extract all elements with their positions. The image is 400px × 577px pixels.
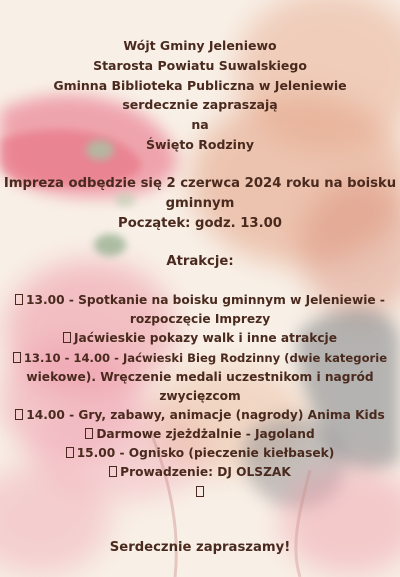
attraction-text: 13.10 - 14.00 - Jaćwieski Bieg Rodzinny (dwie kategorie — [23, 351, 388, 365]
attraction-text: Prowadzenie: DJ OLSZAK — [120, 465, 291, 479]
bullet-icon — [13, 352, 21, 363]
bullet-icon — [85, 428, 93, 439]
bullet-icon — [63, 332, 71, 343]
attraction-text: 15.00 - Ognisko (pieczenie kiełbasek) — [76, 446, 335, 460]
organizer-line-1: Wójt Gminy Jeleniewo — [123, 38, 277, 53]
invitation-line: serdecznie zapraszają — [122, 97, 278, 112]
attraction-item-4 — [0, 407, 400, 423]
attraction-item-5 — [0, 426, 400, 442]
attractions-heading: Atrakcje: — [166, 254, 234, 269]
event-date-line-1: Impreza odbędzie się 2 czerwca 2024 roku na boisku — [3, 176, 397, 191]
attraction-item-7 — [0, 464, 400, 480]
attraction-item-3-cont: wiekowe). Wręczenie medali uczestnikom i nagród — [26, 370, 374, 384]
bullet-icon — [15, 409, 23, 420]
attraction-text: 14.00 - Gry, zabawy, animacje (nagrody) Anima Kids — [26, 408, 385, 422]
attraction-item-1 — [0, 292, 400, 308]
event-start-time: Początek: godz. 13.00 — [118, 216, 282, 231]
invitation-na: na — [191, 117, 209, 132]
bullet-icon — [66, 447, 74, 458]
attraction-item-3 — [0, 350, 400, 366]
trailing-symbol — [0, 484, 400, 500]
attraction-item-1-cont: rozpoczęcie Imprezy — [129, 312, 271, 326]
event-date-line-2: gminnym — [165, 196, 235, 211]
attraction-text: Darmowe zjeżdżalnie - Jagoland — [96, 427, 315, 441]
attraction-text: Jaćwieskie pokazy walk i inne atrakcje — [74, 331, 337, 345]
attraction-item-3-cont-2: zwycięzcom — [159, 389, 241, 403]
organizer-line-2: Starosta Powiatu Suwalskiego — [93, 58, 307, 73]
event-title: Święto Rodziny — [146, 137, 254, 152]
attraction-item-6 — [0, 445, 400, 461]
attraction-item-2 — [0, 330, 400, 346]
organizer-line-3: Gminna Biblioteka Publiczna w Jeleniewie — [53, 78, 347, 93]
bullet-icon — [109, 466, 117, 477]
attraction-text: 13.00 - Spotkanie na boisku gminnym w Jeleniewie - — [26, 293, 385, 307]
closing-invitation: Serdecznie zapraszamy! — [109, 540, 291, 555]
bullet-icon — [196, 486, 204, 497]
bullet-icon — [15, 294, 23, 305]
